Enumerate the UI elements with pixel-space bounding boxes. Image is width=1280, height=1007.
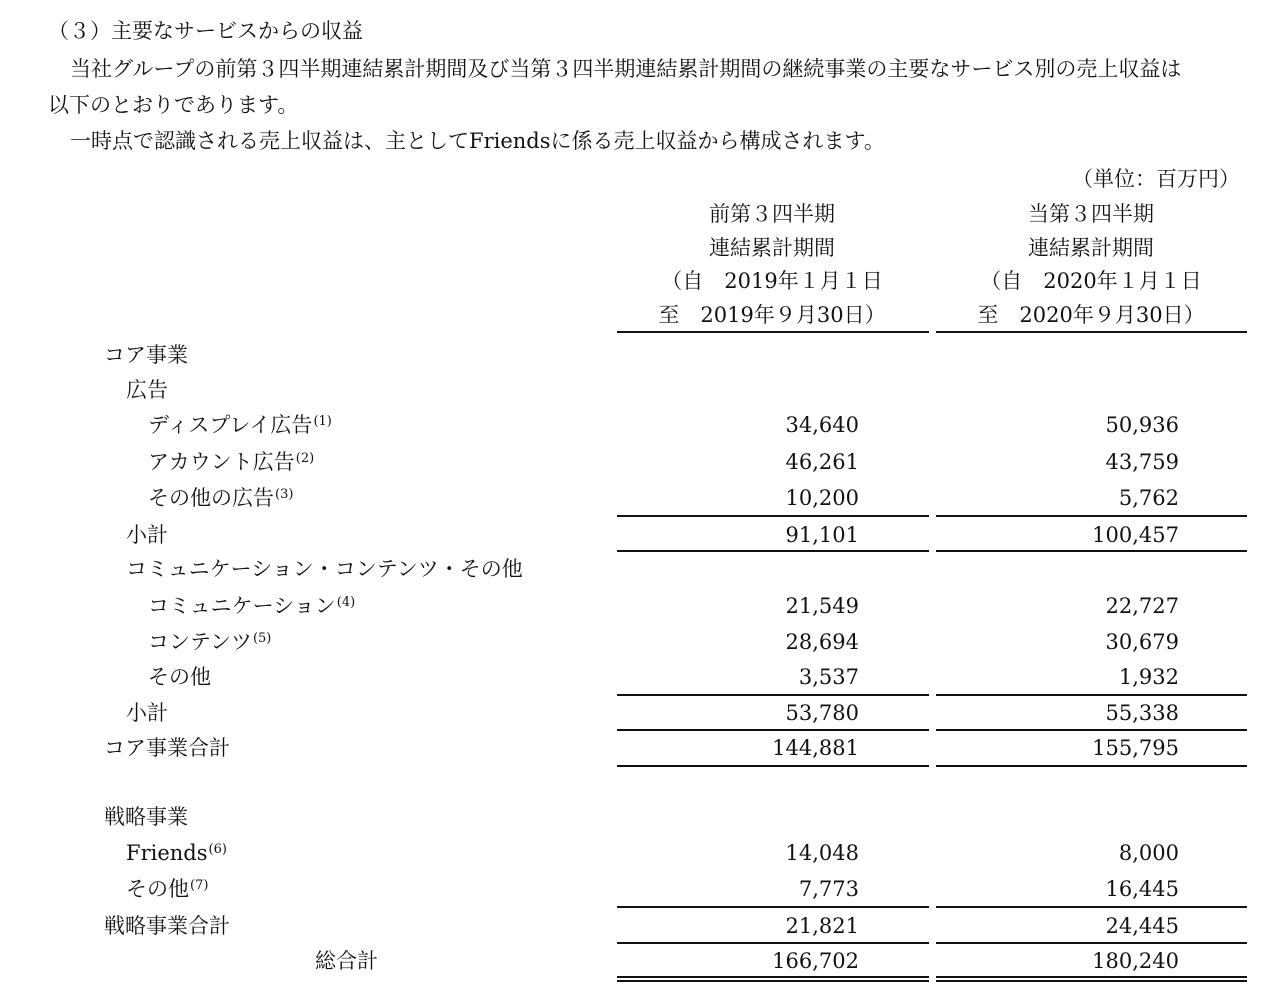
value-prev: 53,780 xyxy=(785,701,859,725)
footnote-marker: (1) xyxy=(313,414,332,429)
value-curr: 16,445 xyxy=(1105,877,1179,901)
row-label-comm-contents-other: コミュニケーション・コンテンツ・その他 xyxy=(126,557,523,581)
row-label: Friends$^{(6)}$ xyxy=(126,841,227,865)
value-curr: 55,338 xyxy=(1105,701,1179,725)
total-rule xyxy=(936,942,1247,944)
value-curr: 155,795 xyxy=(1092,736,1179,760)
row-label: ディスプレイ広告$^{(1)}$ xyxy=(148,413,332,437)
value-prev: 14,048 xyxy=(785,841,859,865)
grand-total-double-rule xyxy=(936,976,1247,982)
value-curr: 1,932 xyxy=(1118,665,1179,689)
subtotal-rule xyxy=(936,550,1247,552)
column-header-line: 至 2019年９月30日） xyxy=(658,303,886,327)
value-prev: 91,101 xyxy=(785,523,859,547)
total-rule xyxy=(617,906,929,908)
subtotal-rule xyxy=(617,550,929,552)
footnote-marker: (5) xyxy=(252,631,272,646)
value-prev: 21,821 xyxy=(785,914,859,938)
subtotal-rule xyxy=(936,515,1247,517)
total-rule xyxy=(936,906,1247,908)
total-rule xyxy=(936,729,1247,731)
value-curr: 30,679 xyxy=(1105,630,1179,654)
unit-label: （単位：百万円） xyxy=(1072,167,1240,191)
value-prev: 21,549 xyxy=(785,594,859,618)
total-rule xyxy=(617,729,929,731)
value-prev: 46,261 xyxy=(785,450,859,474)
row-label: 戦略事業合計 xyxy=(104,914,230,938)
subtotal-rule xyxy=(936,694,1247,696)
value-curr: 43,759 xyxy=(1105,450,1179,474)
intro-paragraph-line1: 当社グループの前第３四半期連結累計期間及び当第３四半期連結累計期間の継続事業の主要なサービス別の売上収益は xyxy=(70,57,1182,81)
row-label: コア事業合計 xyxy=(104,736,230,760)
column-header-line: （自 2020年１月１日 xyxy=(980,269,1202,293)
subtotal-rule xyxy=(617,515,929,517)
column-header-line: 至 2020年９月30日） xyxy=(977,303,1205,327)
value-prev: 144,881 xyxy=(772,736,859,760)
footnote-marker: (2) xyxy=(295,451,315,466)
row-label: その他の広告$^{(3)}$ xyxy=(148,486,294,510)
row-label: その他 xyxy=(148,665,211,689)
value-curr: 180,240 xyxy=(1092,949,1179,973)
intro-paragraph-2: 一時点で認識される売上収益は、主としてFriendsに係る売上収益から構成されます。 xyxy=(70,129,885,153)
header-rule-prev xyxy=(617,331,929,333)
column-header-line: 前第３四半期 xyxy=(709,202,835,226)
value-prev: 34,640 xyxy=(785,413,859,437)
value-prev: 7,773 xyxy=(798,877,859,901)
column-header-line: 当第３四半期 xyxy=(1028,202,1154,226)
row-label: 小計 xyxy=(126,701,168,725)
section-heading: （３）主要なサービスからの収益 xyxy=(48,19,363,43)
row-label-strategic-business: 戦略事業 xyxy=(104,805,188,829)
column-header-line: 連結累計期間 xyxy=(1028,236,1154,260)
footnote-marker: (4) xyxy=(336,595,356,610)
grand-total-double-rule xyxy=(617,976,929,982)
value-prev: 10,200 xyxy=(785,486,859,510)
value-curr: 100,457 xyxy=(1092,523,1179,547)
value-curr: 8,000 xyxy=(1118,841,1179,865)
row-label-core-business: コア事業 xyxy=(104,343,188,367)
value-curr: 22,727 xyxy=(1105,594,1179,618)
row-label: その他$^{(7)}$ xyxy=(126,877,209,901)
footnote-marker: (6) xyxy=(208,842,227,857)
value-curr: 50,936 xyxy=(1105,413,1179,437)
footnote-marker: (3) xyxy=(275,487,294,502)
value-prev: 28,694 xyxy=(785,630,859,654)
row-label: アカウント広告$^{(2)}$ xyxy=(148,450,315,474)
intro-paragraph-line2: 以下のとおりであります。 xyxy=(48,93,299,117)
subtotal-rule xyxy=(617,694,929,696)
row-label: コミュニケーション$^{(4)}$ xyxy=(148,594,356,618)
total-rule xyxy=(617,765,929,767)
value-prev: 166,702 xyxy=(772,949,859,973)
value-curr: 5,762 xyxy=(1118,486,1179,510)
value-prev: 3,537 xyxy=(798,665,859,689)
total-rule xyxy=(617,942,929,944)
column-header-line: 連結累計期間 xyxy=(709,236,835,260)
row-label: コンテンツ$^{(5)}$ xyxy=(148,630,272,654)
row-label-advertising: 広告 xyxy=(126,378,168,402)
total-rule xyxy=(936,765,1247,767)
footnote-marker: (7) xyxy=(190,878,209,893)
value-curr: 24,445 xyxy=(1105,914,1179,938)
column-header-line: （自 2019年１月１日 xyxy=(661,269,883,293)
row-label: 小計 xyxy=(126,523,168,547)
header-rule-curr xyxy=(936,331,1247,333)
row-label: 総合計 xyxy=(315,949,378,973)
